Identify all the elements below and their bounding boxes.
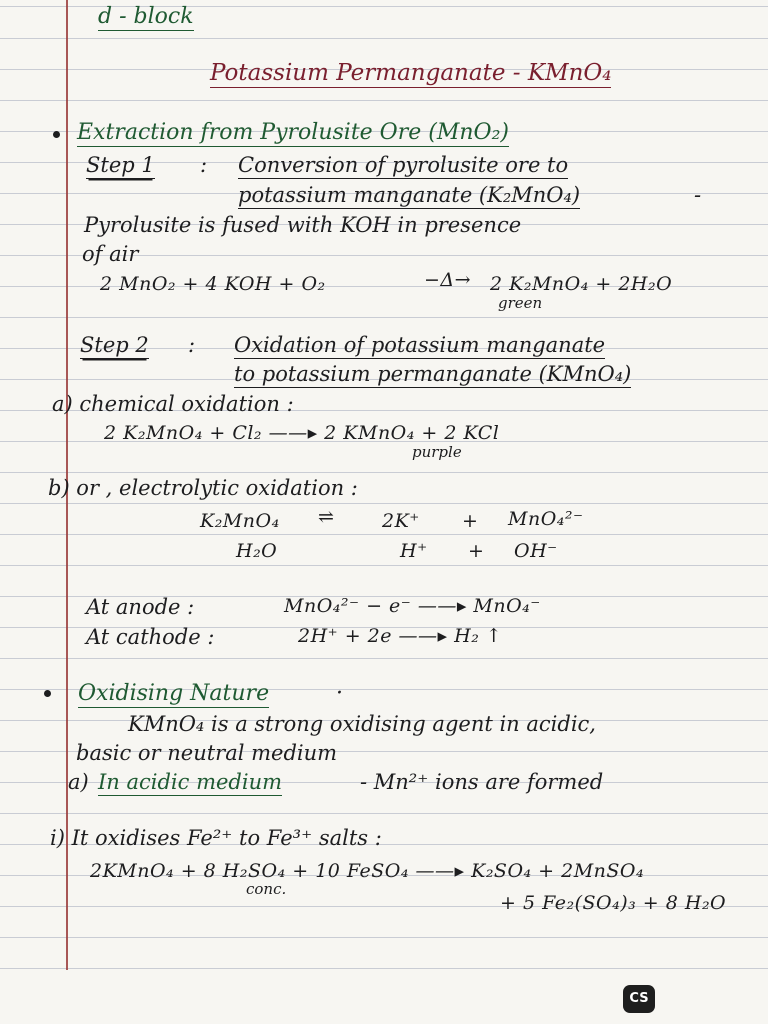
bullet — [53, 131, 60, 138]
step2-colon: : — [188, 333, 196, 357]
acidic-medium-text: - Mn²⁺ ions are formed — [360, 770, 604, 794]
oxidising-heading: Oxidising Nature — [78, 681, 270, 706]
extraction-heading: Extraction from Pyrolusite Ore (MnO₂) — [77, 120, 509, 145]
anode-equation: MnO₄²⁻ − e⁻ ——▸ MnO₄⁻ — [284, 595, 541, 617]
equilibrium-arrow: ⇌ — [318, 506, 335, 528]
step2-text-a: Oxidation of potassium manganate — [234, 333, 606, 357]
equation1-arrow: −Δ→ — [424, 269, 472, 291]
equation1-reactants: 2 MnO₂ + 4 KOH + O₂ — [100, 273, 326, 295]
step1-text-b: potassium manganate (K₂MnO₄) — [238, 183, 581, 207]
fe-equation-note: conc. — [246, 880, 287, 898]
ionisation2-plus: + — [468, 540, 485, 562]
equation1-note: green — [498, 294, 543, 312]
step1-text-a: Conversion of pyrolusite ore to — [238, 153, 569, 177]
page-title: Potassium Permanganate - KMnO₄ — [210, 60, 612, 86]
equation1-products: 2 K₂MnO₄ + 2H₂O — [490, 273, 673, 295]
step1-description-b: of air — [82, 242, 139, 266]
step1-dash: - — [694, 183, 702, 207]
ionisation2-anion: OH⁻ — [514, 540, 558, 562]
acidic-prefix: a) — [68, 770, 89, 794]
ionisation1-reactant: K₂MnO₄ — [200, 510, 280, 532]
oxidising-line2: basic or neutral medium — [76, 741, 338, 765]
electrolytic-oxidation-label: b) or , electrolytic oxidation : — [48, 476, 358, 500]
ionisation1-cation: 2K⁺ — [382, 510, 420, 532]
ionisation2-reactant: H₂O — [236, 540, 278, 562]
step1-label: Step 1 — [86, 153, 155, 177]
cathode-equation: 2H⁺ + 2e ——▸ H₂ ↑ — [298, 625, 503, 647]
bullet — [44, 690, 51, 697]
equation2: 2 K₂MnO₄ + Cl₂ ——▸ 2 KMnO₄ + 2 KCl — [104, 422, 500, 444]
chemical-oxidation-label: a) chemical oxidation : — [52, 392, 294, 416]
ionisation2-cation: H⁺ — [400, 540, 428, 562]
step2-text-b: to potassium permanganate (KMnO₄) — [234, 362, 632, 386]
step2-label: Step 2 — [80, 333, 149, 357]
camscanner-badge: CS — [623, 985, 655, 1013]
ionisation1-anion: MnO₄²⁻ — [508, 508, 584, 530]
fe-oxidation-line: i) It oxidises Fe²⁺ to Fe³⁺ salts : — [50, 826, 382, 850]
step1-colon: : — [200, 153, 208, 177]
oxidising-heading-dot: · — [336, 681, 343, 706]
page-heading: d - block — [98, 4, 194, 29]
oxidising-line1: KMnO₄ is a strong oxidising agent in acidic, — [128, 712, 596, 736]
fe-equation-line1: 2KMnO₄ + 8 H₂SO₄ + 10 FeSO₄ ——▸ K₂SO₄ + 2MnSO₄ — [90, 860, 645, 882]
equation2-note: purple — [412, 443, 462, 461]
acidic-medium-heading: In acidic medium — [98, 770, 283, 794]
step1-description-a: Pyrolusite is fused with KOH in presence — [84, 213, 522, 237]
ionisation1-plus: + — [462, 510, 479, 532]
cathode-label: At cathode : — [86, 625, 215, 649]
fe-equation-line2: + 5 Fe₂(SO₄)₃ + 8 H₂O — [500, 892, 727, 914]
anode-label: At anode : — [86, 595, 195, 619]
